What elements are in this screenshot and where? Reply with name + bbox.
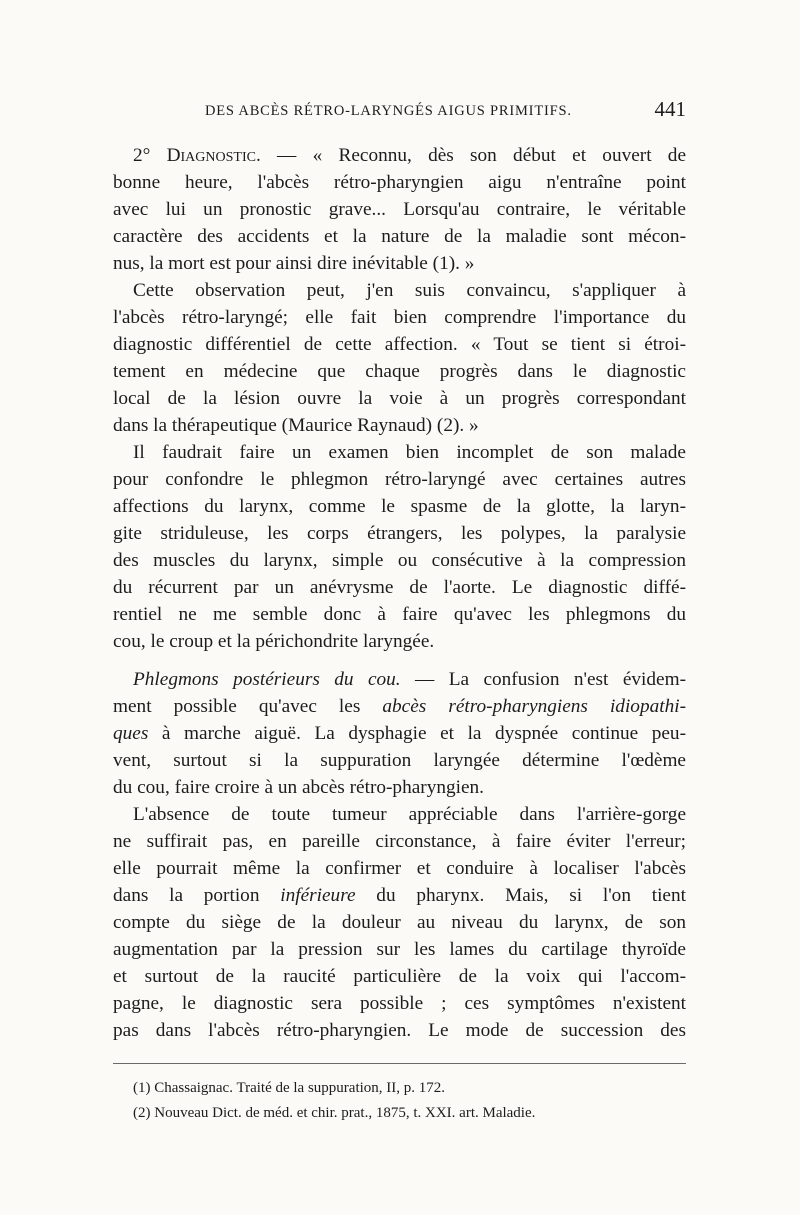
italic-term: abcès rétro-pharyngiens idiopathi-: [382, 696, 687, 717]
text-line: diagnostic différentiel de cette affection. « Tout se tient si étroi-: [113, 334, 686, 355]
italic-term: ques: [113, 723, 149, 744]
text-line: rentiel ne me semble donc à faire qu'avec les phlegmons du: [113, 604, 686, 625]
text-line: du récurrent par un anévrysme de l'aorte. Le diagnostic diffé-: [113, 577, 686, 598]
text-line: gite striduleuse, les corps étrangers, les polypes, la paralysie: [113, 523, 686, 544]
text-line: augmentation par la pression sur les lames du cartilage thyroïde: [113, 939, 686, 960]
page-number: 441: [654, 97, 686, 121]
italic-term: inférieure: [280, 885, 356, 906]
text-line: cou, le croup et la périchondrite laryngée.: [113, 631, 435, 652]
running-title: DES ABCÈS RÉTRO-LARYNGÉS AIGUS PRIMITIFS.: [205, 103, 572, 119]
text-line: nus, la mort est pour ainsi dire inévitable (1). »: [113, 253, 475, 274]
text-line: Cette observation peut, j'en suis convaincu, s'appliquer à: [133, 280, 686, 301]
text-line: compte du siège de la douleur au niveau du larynx, de son: [113, 912, 686, 933]
text-line: Phlegmons postérieurs du cou. — La confusion n'est évidem-: [133, 669, 686, 690]
book-page: [113, 0, 686, 1215]
text-line: et surtout de la raucité particulière de la voix qui l'accom-: [113, 966, 686, 987]
text-line: des muscles du larynx, simple ou consécutive à la compression: [113, 550, 686, 571]
text-line: caractère des accidents et la nature de la maladie sont mécon-: [113, 226, 686, 247]
text-line: pagne, le diagnostic sera possible ; ces symptômes n'existent: [113, 993, 686, 1014]
text-line: dans la portion inférieure du pharynx. Mais, si l'on tient: [113, 885, 686, 906]
text-line: pour confondre le phlegmon rétro-laryngé avec certaines autres: [113, 469, 686, 490]
text-line: ques à marche aiguë. La dysphagie et la dyspnée continue peu-: [113, 723, 686, 744]
footnote-1: (1) Chassaignac. Traité de la suppuration, II, p. 172.: [133, 1080, 446, 1096]
text-line: L'absence de toute tumeur appréciable dans l'arrière-gorge: [133, 804, 686, 825]
text-line: tement en médecine que chaque progrès dans le diagnostic: [113, 361, 686, 382]
italic-subheading: Phlegmons postérieurs du cou.: [133, 669, 401, 690]
text-line: ment possible qu'avec les abcès rétro-pharyngiens idiopathi-: [113, 696, 687, 717]
page-header: [113, 96, 686, 124]
text-line: Il faudrait faire un examen bien incomplet de son malade: [133, 442, 686, 463]
text-line: dans la thérapeutique (Maurice Raynaud) (2). »: [113, 415, 479, 436]
text-line: pas dans l'abcès rétro-pharyngien. Le mode de succession des: [113, 1020, 686, 1041]
text-line: l'abcès rétro-laryngé; elle fait bien comprendre l'importance du: [113, 307, 686, 328]
text-line: avec lui un pronostic grave... Lorsqu'au contraire, le véritable: [113, 199, 686, 220]
section-heading: 2° Diagnostic.: [133, 145, 261, 166]
text-line: vent, surtout si la suppuration laryngée détermine l'œdème: [113, 750, 686, 771]
text-line: bonne heure, l'abcès rétro-pharyngien aigu n'entraîne point: [113, 172, 686, 193]
footnotes: [133, 1076, 673, 1126]
text-line: elle pourrait même la confirmer et conduire à localiser l'abcès: [113, 858, 686, 879]
text-line: 2° Diagnostic. — « Reconnu, dès son début et ouvert de: [133, 145, 687, 166]
text-line: du cou, faire croire à un abcès rétro-pharyngien.: [113, 777, 484, 798]
footnote-divider: [113, 1063, 686, 1064]
body-text: [113, 142, 686, 1044]
text-line: ne suffirait pas, en pareille circonstance, à faire éviter l'erreur;: [113, 831, 686, 852]
footnote-2: (2) Nouveau Dict. de méd. et chir. prat., 1875, t. XXI. art. Maladie.: [133, 1105, 536, 1121]
text-line: local de la lésion ouvre la voie à un progrès correspondant: [113, 388, 686, 409]
text-line: affections du larynx, comme le spasme de la glotte, la laryn-: [113, 496, 686, 517]
